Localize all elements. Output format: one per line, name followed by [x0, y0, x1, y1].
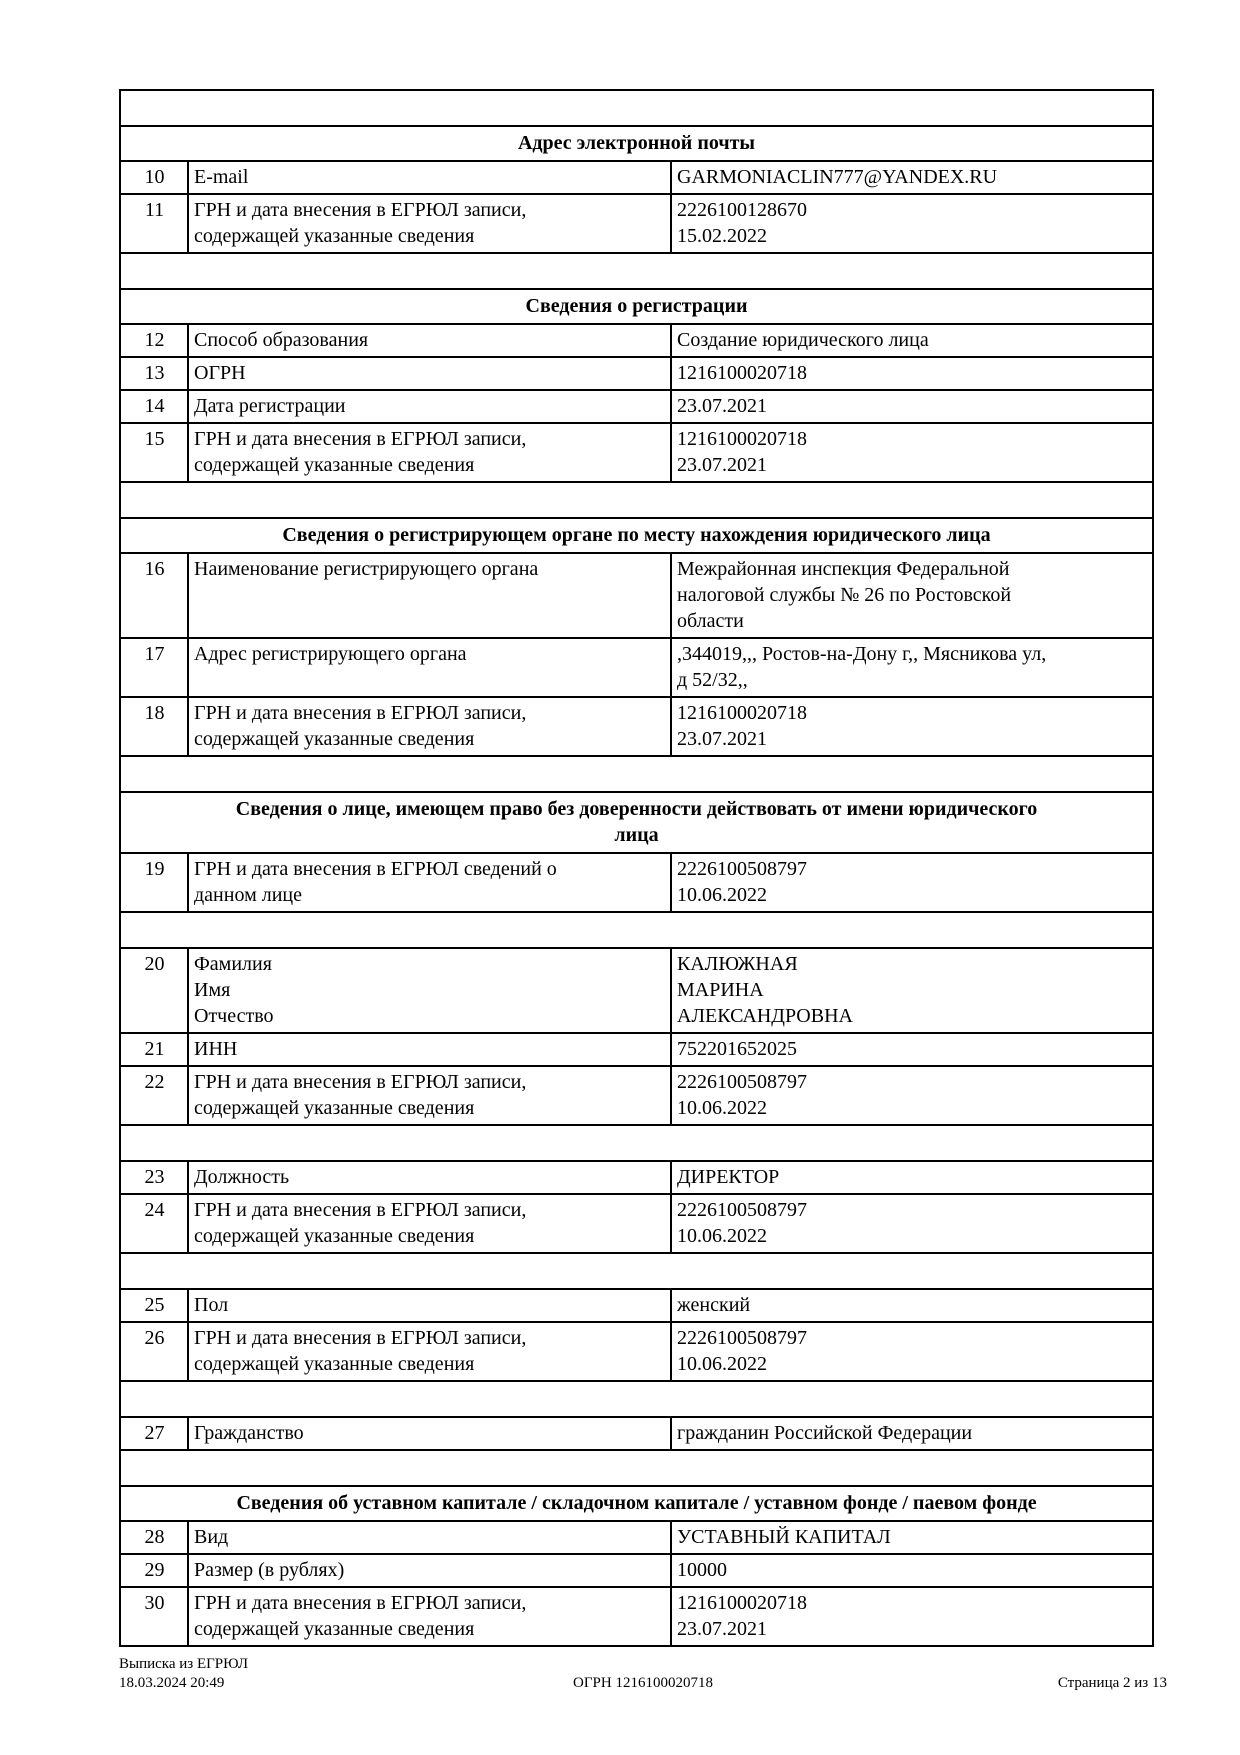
label-line: ГРН и дата внесения в ЕГРЮЛ записи,	[194, 702, 527, 724]
label-line: ГРН и дата внесения в ЕГРЮЛ записи,	[194, 1199, 527, 1221]
row-number-cell: 28	[120, 1521, 188, 1554]
label-line: Имя	[194, 979, 231, 1001]
footer-page-number: Страница 2 из 13	[1057, 1675, 1167, 1691]
spacer-row	[120, 912, 1153, 948]
row-number-cell: 20	[120, 948, 188, 1033]
row-label-cell	[188, 1554, 671, 1587]
label-line: содержащей указанные сведения	[194, 728, 475, 750]
spacer-row	[120, 756, 1153, 792]
section-header: Сведения о регистрации	[120, 289, 1153, 324]
row-label-cell	[188, 1194, 671, 1253]
table-row	[120, 1554, 1153, 1587]
row-label-cell	[188, 324, 671, 357]
row-value-cell	[671, 553, 1153, 638]
table-row	[120, 194, 1153, 253]
label-line: содержащей указанные сведения	[194, 1353, 475, 1375]
row-label-cell	[188, 1521, 671, 1554]
section-header	[120, 792, 1153, 853]
row-label-cell	[188, 390, 671, 423]
label-line: Фамилия	[194, 953, 272, 975]
table-row	[120, 948, 1153, 1033]
row-value-cell	[671, 1161, 1153, 1194]
value-line: ДИРЕКТОР	[677, 1166, 780, 1188]
row-number-cell: 24	[120, 1194, 188, 1253]
footer-timestamp: 18.03.2024 20:49	[119, 1675, 225, 1691]
table-row	[120, 638, 1153, 697]
table-row	[120, 1521, 1153, 1554]
label-line: данном лице	[194, 884, 302, 906]
row-number-cell: 14	[120, 390, 188, 423]
value-line: д 52/32,,	[677, 669, 748, 691]
row-label-cell	[188, 194, 671, 253]
value-line: 1216100020718	[677, 702, 807, 724]
row-value-cell	[671, 161, 1153, 194]
value-line: 2226100128670	[677, 199, 807, 221]
row-value-cell	[671, 1554, 1153, 1587]
label-line: ГРН и дата внесения в ЕГРЮЛ записи,	[194, 199, 527, 221]
row-label-cell	[188, 853, 671, 912]
row-number-cell: 18	[120, 697, 188, 756]
spacer-cell	[120, 1253, 1153, 1289]
spacer-cell	[120, 756, 1153, 792]
table-row	[120, 553, 1153, 638]
section-header-row	[120, 1486, 1153, 1521]
spacer-cell	[120, 1450, 1153, 1486]
row-value-cell	[671, 1289, 1153, 1322]
table-row	[120, 1033, 1153, 1066]
row-value-cell	[671, 1417, 1153, 1450]
row-value-cell	[671, 1322, 1153, 1381]
row-label-cell	[188, 1322, 671, 1381]
table-row	[120, 697, 1153, 756]
row-value-cell	[671, 948, 1153, 1033]
spacer-row	[120, 1125, 1153, 1161]
table-row	[120, 324, 1153, 357]
row-label-cell	[188, 357, 671, 390]
label-line: Способ образования	[194, 329, 369, 351]
table-row	[120, 390, 1153, 423]
spacer-cell	[120, 90, 1153, 126]
row-label-cell	[188, 1417, 671, 1450]
row-number-cell: 26	[120, 1322, 188, 1381]
label-line: ГРН и дата внесения в ЕГРЮЛ записи,	[194, 1071, 527, 1093]
section-header: Сведения о регистрирующем органе по месту нахождения юридического лица	[120, 518, 1153, 553]
label-line: содержащей указанные сведения	[194, 1225, 475, 1247]
row-number-cell: 11	[120, 194, 188, 253]
table-row	[120, 1289, 1153, 1322]
row-value-cell	[671, 390, 1153, 423]
row-label-cell	[188, 553, 671, 638]
value-line: 2226100508797	[677, 858, 807, 880]
value-line: 10.06.2022	[677, 1353, 767, 1375]
value-line: АЛЕКСАНДРОВНА	[677, 1005, 853, 1027]
section-header-row	[120, 518, 1153, 553]
label-line: ИНН	[194, 1038, 238, 1060]
label-line: Отчество	[194, 1005, 274, 1027]
row-number-cell: 30	[120, 1587, 188, 1646]
table-row	[120, 1587, 1153, 1646]
value-line: 23.07.2021	[677, 395, 767, 417]
table-row	[120, 1322, 1153, 1381]
row-value-cell	[671, 194, 1153, 253]
row-value-cell	[671, 324, 1153, 357]
section-header-line: Сведения о лице, имеющем право без доверенности действовать от имени юридического	[235, 798, 1038, 820]
value-line: 23.07.2021	[677, 1618, 767, 1640]
table-row	[120, 1417, 1153, 1450]
row-number-cell: 10	[120, 161, 188, 194]
label-line: Гражданство	[194, 1422, 304, 1444]
table-row	[120, 853, 1153, 912]
label-line: Пол	[194, 1294, 229, 1316]
label-line: содержащей указанные сведения	[194, 1097, 475, 1119]
section-header: Сведения об уставном капитале / складочном капитале / уставном фонде / паевом фонде	[120, 1486, 1153, 1521]
row-number-cell: 13	[120, 357, 188, 390]
spacer-row	[120, 1381, 1153, 1417]
table-row	[120, 1161, 1153, 1194]
spacer-row	[120, 1450, 1153, 1486]
value-line: МАРИНА	[677, 979, 764, 1001]
value-line: 10.06.2022	[677, 884, 767, 906]
label-line: содержащей указанные сведения	[194, 1618, 475, 1640]
row-label-cell	[188, 948, 671, 1033]
label-line: Дата регистрации	[194, 395, 346, 417]
value-line: 10000	[677, 1559, 727, 1581]
label-line: содержащей указанные сведения	[194, 225, 475, 247]
row-number-cell: 23	[120, 1161, 188, 1194]
section-header: Адрес электронной почты	[120, 126, 1153, 161]
row-number-cell: 25	[120, 1289, 188, 1322]
row-number-cell: 29	[120, 1554, 188, 1587]
value-line: женский	[677, 1294, 751, 1316]
spacer-cell	[120, 912, 1153, 948]
row-value-cell	[671, 853, 1153, 912]
value-line: ,344019,,, Ростов-на-Дону г,, Мясникова ул,	[677, 643, 1047, 665]
footer-ogrn: ОГРН 1216100020718	[573, 1675, 713, 1691]
value-line: 15.02.2022	[677, 225, 767, 247]
label-line: Вид	[194, 1526, 229, 1548]
row-label-cell	[188, 1289, 671, 1322]
table-row	[120, 357, 1153, 390]
row-number-cell: 12	[120, 324, 188, 357]
value-line: 2226100508797	[677, 1327, 807, 1349]
row-number-cell: 17	[120, 638, 188, 697]
value-line: 1216100020718	[677, 1592, 807, 1614]
row-number-cell: 19	[120, 853, 188, 912]
row-label-cell	[188, 1033, 671, 1066]
value-line: области	[677, 610, 744, 632]
value-line: 2226100508797	[677, 1071, 807, 1093]
row-label-cell	[188, 1161, 671, 1194]
label-line: ОГРН	[194, 362, 246, 384]
value-line: 2226100508797	[677, 1199, 807, 1221]
row-number-cell: 16	[120, 553, 188, 638]
spacer-cell	[120, 1125, 1153, 1161]
label-line: Должность	[194, 1166, 290, 1188]
label-line: E-mail	[194, 166, 249, 188]
footer-doc-type: Выписка из ЕГРЮЛ	[119, 1656, 248, 1672]
spacer-cell	[120, 482, 1153, 518]
section-header-line: лица	[614, 824, 659, 846]
egrul-table	[119, 89, 1154, 1647]
row-value-cell	[671, 1194, 1153, 1253]
spacer-cell	[120, 253, 1153, 289]
label-line: ГРН и дата внесения в ЕГРЮЛ сведений о	[194, 858, 557, 880]
value-line: гражданин Российской Федерации	[677, 1422, 973, 1444]
value-line: GARMONIACLIN777@YANDEX.RU	[677, 166, 998, 188]
row-value-cell	[671, 1066, 1153, 1125]
row-label-cell	[188, 638, 671, 697]
row-number-cell: 22	[120, 1066, 188, 1125]
label-line: содержащей указанные сведения	[194, 454, 475, 476]
page-footer	[119, 1655, 1167, 1693]
row-value-cell	[671, 638, 1153, 697]
section-header-row	[120, 126, 1153, 161]
spacer-row	[120, 482, 1153, 518]
table-row	[120, 1194, 1153, 1253]
section-header-row	[120, 289, 1153, 324]
spacer-row	[120, 90, 1153, 126]
value-line: КАЛЮЖНАЯ	[677, 953, 798, 975]
spacer-row	[120, 1253, 1153, 1289]
label-line: Размер (в рублях)	[194, 1559, 345, 1581]
row-label-cell	[188, 423, 671, 482]
value-line: 10.06.2022	[677, 1225, 767, 1247]
value-line: 10.06.2022	[677, 1097, 767, 1119]
table-row	[120, 161, 1153, 194]
value-line: Межрайонная инспекция Федеральной	[677, 558, 1010, 580]
value-line: УСТАВНЫЙ КАПИТАЛ	[677, 1526, 891, 1548]
row-number-cell: 21	[120, 1033, 188, 1066]
value-line: 752201652025	[677, 1038, 797, 1060]
row-number-cell: 27	[120, 1417, 188, 1450]
value-line: 1216100020718	[677, 362, 807, 384]
row-label-cell	[188, 697, 671, 756]
row-label-cell	[188, 161, 671, 194]
row-value-cell	[671, 423, 1153, 482]
label-line: ГРН и дата внесения в ЕГРЮЛ записи,	[194, 1592, 527, 1614]
value-line: 23.07.2021	[677, 454, 767, 476]
value-line: 23.07.2021	[677, 728, 767, 750]
row-number-cell: 15	[120, 423, 188, 482]
row-value-cell	[671, 1521, 1153, 1554]
row-label-cell	[188, 1066, 671, 1125]
section-header-row	[120, 792, 1153, 853]
row-value-cell	[671, 1587, 1153, 1646]
spacer-row	[120, 253, 1153, 289]
label-line: ГРН и дата внесения в ЕГРЮЛ записи,	[194, 428, 527, 450]
value-line: Создание юридического лица	[677, 329, 929, 351]
row-value-cell	[671, 697, 1153, 756]
table-row	[120, 423, 1153, 482]
label-line: Адрес регистрирующего органа	[194, 643, 467, 665]
row-label-cell	[188, 1587, 671, 1646]
footer-doc-info	[119, 1655, 468, 1693]
value-line: налоговой службы № 26 по Ростовской	[677, 584, 1012, 606]
table-row	[120, 1066, 1153, 1125]
label-line: ГРН и дата внесения в ЕГРЮЛ записи,	[194, 1327, 527, 1349]
spacer-cell	[120, 1381, 1153, 1417]
value-line: 1216100020718	[677, 428, 807, 450]
row-value-cell	[671, 1033, 1153, 1066]
row-value-cell	[671, 357, 1153, 390]
label-line: Наименование регистрирующего органа	[194, 558, 539, 580]
